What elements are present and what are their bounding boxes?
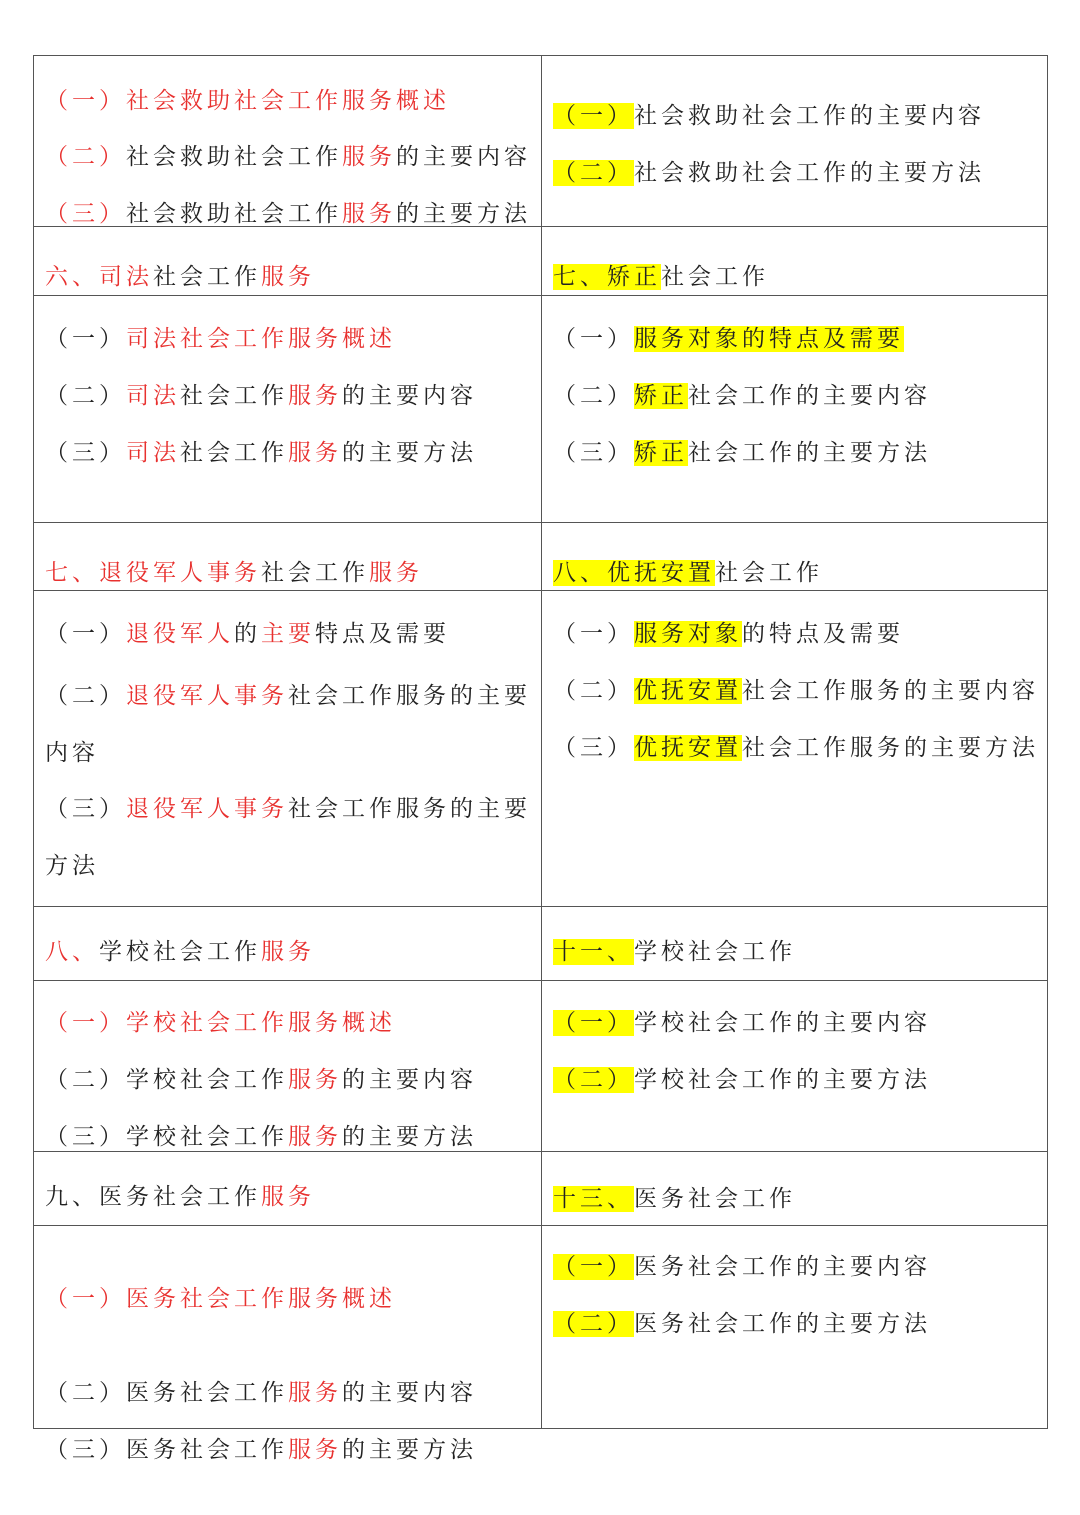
left-item-line [45, 1064, 477, 1096]
text-run: （三） [553, 735, 634, 761]
left-section-heading [45, 261, 315, 293]
text-run: 社会工作服务的主要方法 [45, 796, 531, 879]
text-run: （三） [45, 796, 126, 822]
text-run: （二） [553, 1311, 634, 1337]
right-item-line [553, 1064, 931, 1096]
text-run: 社会工作的主要方法 [688, 440, 931, 466]
text-run: 社会救助社会工作 [126, 201, 342, 227]
text-run: （二） [553, 383, 634, 409]
left-item-line [45, 380, 477, 412]
text-run: 的主要内容 [396, 144, 531, 170]
right-item-line [553, 380, 931, 412]
text-run: 七、矫正 [553, 264, 661, 290]
text-run: 退役军人事务 [126, 796, 288, 822]
text-run: （二）医务社会工作 [45, 1380, 288, 1406]
text-run: 社会救助社会工作的主要内容 [634, 103, 985, 129]
text-run: 医务社会工作的主要内容 [634, 1254, 931, 1280]
text-run: 优抚安置 [634, 735, 742, 761]
text-run: （三）医务社会工作 [45, 1437, 288, 1463]
text-run: 服务 [261, 264, 315, 290]
text-run: 的主要方法 [342, 1124, 477, 1150]
text-run: 学校社会工作 [99, 939, 261, 965]
text-run: 的主要方法 [396, 201, 531, 227]
left-item-line [45, 85, 450, 117]
text-run: 学校社会工作的主要方法 [634, 1067, 931, 1093]
text-run: （二） [553, 1067, 634, 1093]
text-run: （三） [45, 440, 126, 466]
text-run: （一） [45, 88, 126, 114]
text-run: 医务社会工作的主要方法 [634, 1311, 931, 1337]
text-run: （二） [45, 683, 126, 709]
table-border-right [1047, 55, 1048, 1429]
text-run: 司法 [126, 440, 180, 466]
right-item-line [553, 1007, 931, 1039]
text-run: 服务 [342, 201, 396, 227]
text-run: 服务对象 [634, 621, 742, 647]
text-run: 十三、 [553, 1186, 634, 1212]
text-run: 的主要内容 [342, 1380, 477, 1406]
left-item-line [45, 323, 396, 355]
right-item-line [553, 732, 1039, 764]
comparison-table [33, 55, 1048, 1463]
right-section-heading [553, 936, 796, 968]
text-run: （一） [553, 621, 634, 647]
table-border-left [33, 55, 34, 1429]
left-section-heading [45, 557, 423, 589]
text-run: 社会工作 [153, 264, 261, 290]
left-item-line [45, 618, 450, 650]
left-section-heading [45, 1181, 315, 1213]
left-item-line [45, 1007, 396, 1039]
text-run: 社会工作服务的主要内容 [742, 678, 1039, 704]
text-run: （三） [45, 201, 126, 227]
column-divider [541, 55, 542, 1429]
text-run: 司法 [126, 383, 180, 409]
text-run: 服务 [261, 1184, 315, 1210]
right-item-line [553, 323, 904, 355]
text-run: 社会工作 [715, 560, 823, 586]
text-run: （一） [45, 326, 126, 352]
text-run: 退役军人 [126, 621, 234, 647]
text-run: 的特点及需要 [742, 621, 904, 647]
right-section-heading [553, 1183, 796, 1215]
text-run: 的主要方法 [342, 440, 477, 466]
text-run: 服务 [261, 939, 315, 965]
left-section-heading [45, 936, 315, 968]
text-run: （一） [553, 103, 634, 129]
right-item-line [553, 437, 931, 469]
left-item-line [45, 668, 535, 782]
text-run: 服务 [288, 1380, 342, 1406]
text-run: 服务 [288, 1437, 342, 1463]
right-item-line [553, 675, 1039, 707]
text-run: （一） [553, 326, 634, 352]
text-run: （三）学校社会工作 [45, 1124, 288, 1150]
text-run: 社会救助社会工作 [126, 144, 342, 170]
text-run: （二） [45, 144, 126, 170]
text-run: 司法社会工作服务概述 [126, 326, 396, 352]
text-run: （一） [553, 1010, 634, 1036]
text-run: 优抚安置 [634, 678, 742, 704]
text-run: 主要 [261, 621, 315, 647]
text-run: 矫正 [634, 440, 688, 466]
text-run: 社会工作 [180, 440, 288, 466]
text-run: （三） [553, 440, 634, 466]
text-run: （一）学校社会工作服务概述 [45, 1010, 396, 1036]
text-run: 十一、 [553, 939, 634, 965]
left-item-line [45, 1283, 396, 1315]
text-run: （一） [45, 621, 126, 647]
text-run: 学校社会工作 [634, 939, 796, 965]
right-item-line [553, 1308, 931, 1340]
text-run: 社会救助社会工作的主要方法 [634, 160, 985, 186]
text-run: （二）学校社会工作 [45, 1067, 288, 1093]
text-run: 社会工作的主要内容 [688, 383, 931, 409]
text-run: 九、医务社会工作 [45, 1184, 261, 1210]
left-item-line [45, 141, 531, 173]
text-run: 服务 [288, 440, 342, 466]
right-section-heading [553, 261, 769, 293]
text-run: 社会救助社会工作服务概述 [126, 88, 450, 114]
right-item-line [553, 618, 904, 650]
text-run: 七、退役军人事务 [45, 560, 261, 586]
text-run: 服务 [288, 1124, 342, 1150]
text-run: （二） [553, 160, 634, 186]
text-run: 社会工作 [180, 383, 288, 409]
text-run: 社会工作 [261, 560, 369, 586]
text-run: 服务 [288, 383, 342, 409]
text-run: 医务社会工作 [634, 1186, 796, 1212]
text-run: 社会工作服务的主要内容 [45, 683, 531, 766]
text-run: 学校社会工作的主要内容 [634, 1010, 931, 1036]
text-run: 退役军人事务 [126, 683, 288, 709]
left-item-line [45, 1121, 477, 1153]
text-run: 矫正 [634, 383, 688, 409]
left-item-line [45, 1434, 477, 1466]
right-section-heading [553, 557, 823, 589]
text-run: 服务 [288, 1067, 342, 1093]
right-item-line [553, 1251, 931, 1283]
text-run: 的 [234, 621, 261, 647]
right-item-line [553, 100, 985, 132]
left-item-line [45, 198, 531, 230]
text-run: 服务 [369, 560, 423, 586]
text-run: 八、 [45, 939, 99, 965]
text-run: （一）医务社会工作服务概述 [45, 1286, 396, 1312]
text-run: 社会工作服务的主要方法 [742, 735, 1039, 761]
text-run: （二） [45, 383, 126, 409]
text-run: （二） [553, 678, 634, 704]
text-run: 服务对象的特点及需要 [634, 326, 904, 352]
text-run: 服务 [342, 144, 396, 170]
text-run: 的主要内容 [342, 1067, 477, 1093]
left-item-line [45, 437, 477, 469]
left-item-line [45, 1377, 477, 1409]
left-item-line [45, 781, 535, 895]
text-run: （一） [553, 1254, 634, 1280]
text-run: 的主要内容 [342, 383, 477, 409]
right-item-line [553, 157, 985, 189]
text-run: 六、司法 [45, 264, 153, 290]
text-run: 特点及需要 [315, 621, 450, 647]
text-run: 社会工作 [661, 264, 769, 290]
text-run: 的主要方法 [342, 1437, 477, 1463]
text-run: 八、优抚安置 [553, 560, 715, 586]
